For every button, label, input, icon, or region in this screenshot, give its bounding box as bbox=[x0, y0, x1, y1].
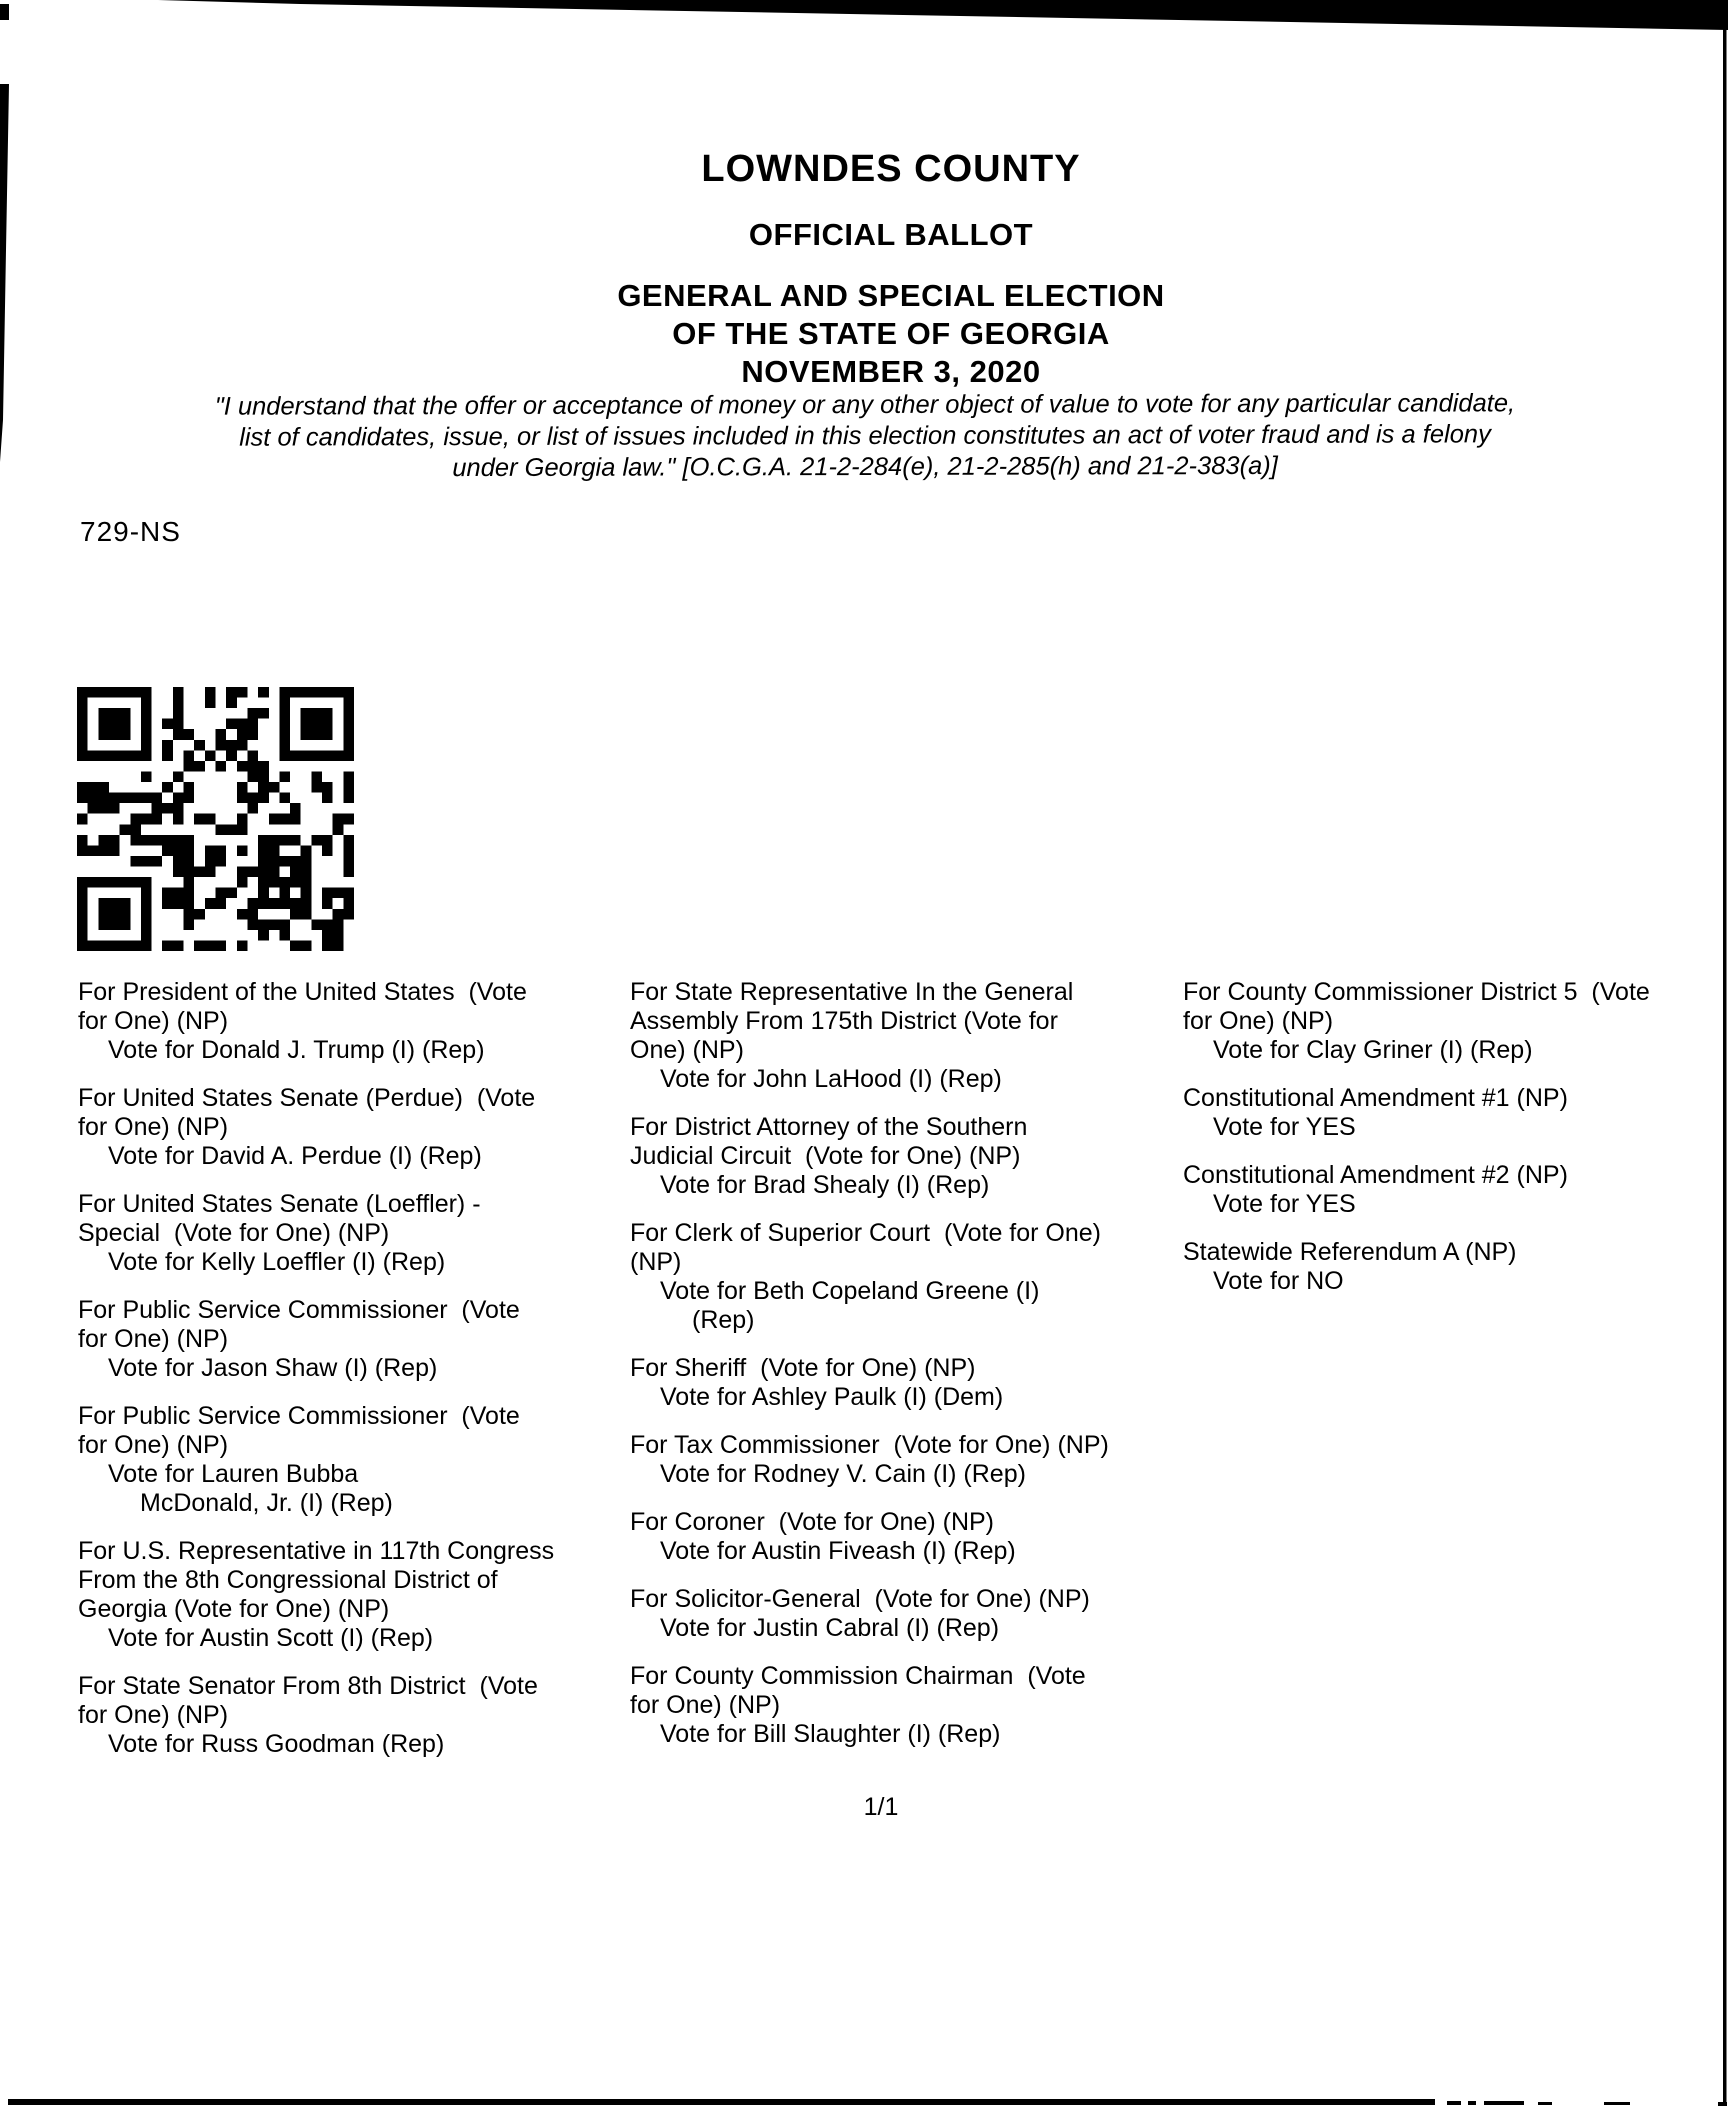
scan-edge-left-strip bbox=[0, 84, 9, 462]
contest-heading-line: for One) (NP) bbox=[78, 1325, 229, 1353]
contest-heading-line: For Clerk of Superior Court (Vote for One) bbox=[630, 1219, 1102, 1247]
contest-heading-line: Special (Vote for One) (NP) bbox=[78, 1219, 390, 1247]
ballot-contest bbox=[630, 1113, 1178, 1200]
contest-heading-line: for One) (NP) bbox=[78, 1007, 229, 1035]
contest-heading-line: Assembly From 175th District (Vote for bbox=[630, 1007, 1058, 1035]
ballot-contest bbox=[630, 1508, 1178, 1566]
vote-for-line: Vote for David A. Perdue (I) (Rep) bbox=[108, 1142, 482, 1170]
scan-edge-top-left bbox=[0, 4, 9, 20]
ballot-contest bbox=[78, 978, 626, 1065]
contest-heading-line: For County Commissioner District 5 (Vote bbox=[1183, 978, 1650, 1006]
contest-heading-line: for One) (NP) bbox=[630, 1691, 781, 1719]
contest-heading-line: For State Representative In the General bbox=[630, 978, 1074, 1006]
county-title: LOWNDES COUNTY bbox=[701, 148, 1081, 190]
vote-for-line: Vote for Russ Goodman (Rep) bbox=[108, 1730, 445, 1758]
ballot-header bbox=[55, 148, 1727, 391]
ballot-contest bbox=[630, 978, 1178, 1094]
election-title bbox=[55, 277, 1727, 391]
ballot-contest bbox=[630, 1585, 1178, 1643]
page-number: 1/1 bbox=[863, 1793, 899, 1821]
ballot-contest bbox=[1183, 1161, 1728, 1219]
contest-heading-line: for One) (NP) bbox=[1183, 1007, 1334, 1035]
contest-heading-line: One) (NP) bbox=[630, 1036, 744, 1064]
contest-heading-line: For Sheriff (Vote for One) (NP) bbox=[630, 1354, 976, 1382]
contest-heading-line: (NP) bbox=[630, 1248, 682, 1276]
ballot-contest bbox=[78, 1296, 626, 1383]
contest-heading-line: Georgia (Vote for One) (NP) bbox=[78, 1595, 390, 1623]
voter-fraud-disclaimer bbox=[40, 388, 1690, 485]
contest-heading-line: Constitutional Amendment #2 (NP) bbox=[1183, 1161, 1568, 1189]
vote-for-line: Vote for Clay Griner (I) (Rep) bbox=[1213, 1036, 1533, 1064]
contest-heading-line: Statewide Referendum A (NP) bbox=[1183, 1238, 1517, 1266]
contest-heading-line: For Public Service Commissioner (Vote bbox=[78, 1402, 520, 1430]
contest-heading-line: For District Attorney of the Southern bbox=[630, 1113, 1028, 1141]
contest-heading-line: for One) (NP) bbox=[78, 1113, 229, 1141]
contest-heading-line: For U.S. Representative in 117th Congress bbox=[78, 1537, 555, 1565]
ballot-contest bbox=[78, 1672, 626, 1759]
ballot-style-number: 729-NS bbox=[80, 516, 181, 547]
vote-for-line: Vote for Austin Scott (I) (Rep) bbox=[108, 1624, 434, 1652]
vote-for-line: Vote for Justin Cabral (I) (Rep) bbox=[660, 1614, 1000, 1642]
contest-heading-line: Judicial Circuit (Vote for One) (NP) bbox=[630, 1142, 1021, 1170]
contest-heading-line: For President of the United States (Vote bbox=[78, 978, 527, 1006]
vote-for-line: Vote for Bill Slaughter (I) (Rep) bbox=[660, 1720, 1001, 1748]
scan-edge-top-wedge bbox=[158, 0, 1728, 30]
ballot-contest bbox=[78, 1084, 626, 1171]
contest-heading-line: For Coroner (Vote for One) (NP) bbox=[630, 1508, 995, 1536]
vote-for-line: Vote for Brad Shealy (I) (Rep) bbox=[660, 1171, 990, 1199]
vote-for-line: Vote for Donald J. Trump (I) (Rep) bbox=[108, 1036, 485, 1064]
contest-heading-line: For Public Service Commissioner (Vote bbox=[78, 1296, 520, 1324]
ballot-column-left bbox=[78, 978, 626, 1778]
vote-for-line: Vote for Austin Fiveash (I) (Rep) bbox=[660, 1537, 1016, 1565]
contest-heading-line: For United States Senate (Loeffler) - bbox=[78, 1190, 481, 1218]
ballot-contest bbox=[1183, 1238, 1728, 1296]
ballot-column-center bbox=[630, 978, 1178, 1768]
contest-heading-line: For United States Senate (Perdue) (Vote bbox=[78, 1084, 536, 1112]
election-date: NOVEMBER 3, 2020 bbox=[741, 354, 1041, 389]
vote-for-line: Vote for Beth Copeland Greene (I) bbox=[660, 1277, 1040, 1305]
vote-for-line: Vote for Rodney V. Cain (I) (Rep) bbox=[660, 1460, 1026, 1488]
vote-for-line: (Rep) bbox=[692, 1306, 755, 1334]
disclaimer-line: list of candidates, issue, or list of issues included in this election constitutes an act of voter fraud and is a felony bbox=[239, 420, 1491, 452]
ballot-column-right bbox=[1183, 978, 1728, 1315]
qr-code-icon bbox=[77, 687, 354, 951]
disclaimer-line: under Georgia law." [O.C.G.A. 21-2-284(e), 21-2-285(h) and 21-2-383(a)] bbox=[452, 451, 1278, 483]
vote-for-line: Vote for Ashley Paulk (I) (Dem) bbox=[660, 1383, 1004, 1411]
ballot-contest bbox=[1183, 1084, 1728, 1142]
contest-heading-line: For County Commission Chairman (Vote bbox=[630, 1662, 1086, 1690]
contest-heading-line: Constitutional Amendment #1 (NP) bbox=[1183, 1084, 1568, 1112]
contest-heading-line: for One) (NP) bbox=[78, 1431, 229, 1459]
election-line-1: GENERAL AND SPECIAL ELECTION bbox=[617, 278, 1165, 313]
vote-for-line: McDonald, Jr. (I) (Rep) bbox=[140, 1489, 393, 1517]
ballot-contest bbox=[630, 1219, 1178, 1335]
ballot-type-title: OFFICIAL BALLOT bbox=[748, 217, 1034, 252]
vote-for-line: Vote for Kelly Loeffler (I) (Rep) bbox=[108, 1248, 446, 1276]
ballot-contest bbox=[630, 1354, 1178, 1412]
vote-for-line: Vote for YES bbox=[1213, 1190, 1356, 1218]
vote-for-line: Vote for John LaHood (I) (Rep) bbox=[660, 1065, 1002, 1093]
disclaimer-line: "I understand that the offer or acceptance of money or any other object of value to vote for any particular candidate, bbox=[214, 389, 1516, 421]
contest-heading-line: For State Senator From 8th District (Vote bbox=[78, 1672, 538, 1700]
contest-heading-line: For Tax Commissioner (Vote for One) (NP) bbox=[630, 1431, 1109, 1459]
ballot-contest bbox=[630, 1662, 1178, 1749]
vote-for-line: Vote for NO bbox=[1213, 1267, 1344, 1295]
vote-for-line: Vote for Jason Shaw (I) (Rep) bbox=[108, 1354, 438, 1382]
vote-for-line: Vote for Lauren Bubba bbox=[108, 1460, 359, 1488]
scan-edge-bottom-bar bbox=[8, 2099, 1435, 2105]
ballot-contest bbox=[78, 1537, 626, 1653]
ballot-contest bbox=[1183, 978, 1728, 1065]
ballot-contest bbox=[630, 1431, 1178, 1489]
contest-heading-line: From the 8th Congressional District of bbox=[78, 1566, 498, 1594]
contest-heading-line: For Solicitor-General (Vote for One) (NP) bbox=[630, 1585, 1090, 1613]
ballot-contest bbox=[78, 1190, 626, 1277]
election-line-2: OF THE STATE OF GEORGIA bbox=[672, 316, 1110, 351]
vote-for-line: Vote for YES bbox=[1213, 1113, 1356, 1141]
contest-heading-line: for One) (NP) bbox=[78, 1701, 229, 1729]
ballot-contest bbox=[78, 1402, 626, 1518]
